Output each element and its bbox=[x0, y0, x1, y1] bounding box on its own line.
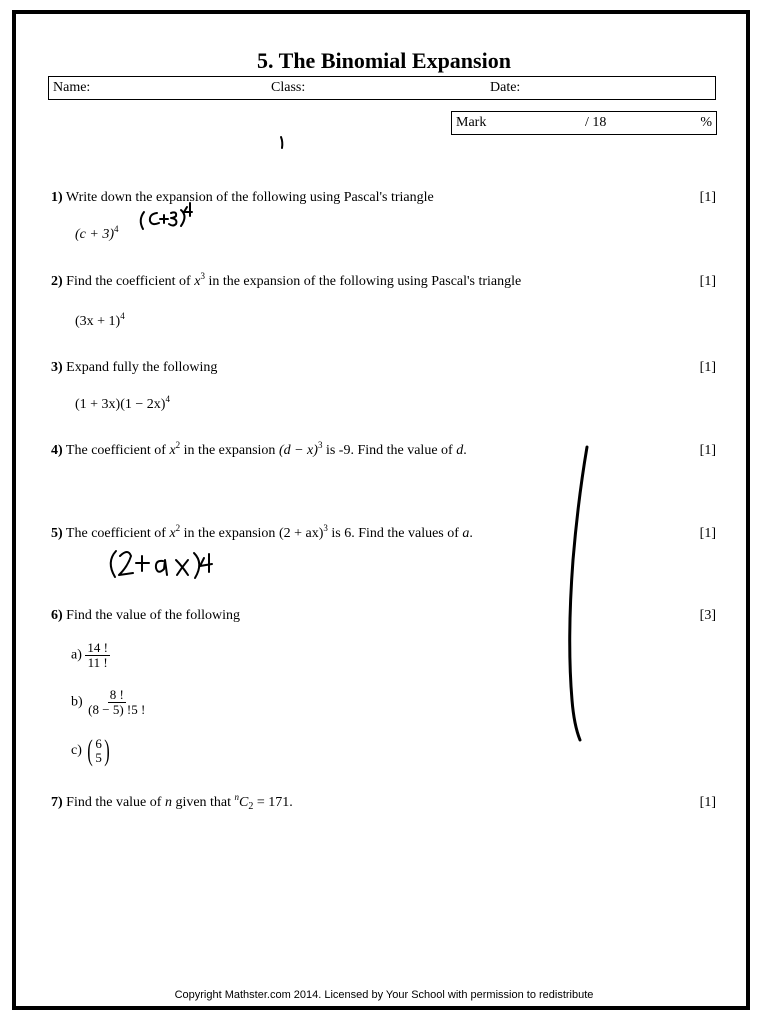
part-label: b) bbox=[71, 694, 83, 710]
binomial-bottom: 5 bbox=[95, 750, 102, 765]
ink-digit-3 bbox=[169, 212, 176, 225]
question-text: is 6. Find the values of bbox=[327, 526, 463, 541]
question-6-marks: [3] bbox=[699, 608, 716, 623]
question-text: Find the coefficient of bbox=[66, 274, 195, 289]
question-number: 3) bbox=[51, 360, 63, 375]
ink-letter-a bbox=[156, 560, 167, 575]
right-paren: ) bbox=[104, 734, 110, 767]
expression-base: (3x + 1) bbox=[75, 314, 121, 329]
stray-mark bbox=[281, 137, 282, 148]
ink-digit-4 bbox=[200, 554, 212, 572]
question-text: . bbox=[463, 443, 467, 458]
question-text: is -9. Find the value of bbox=[322, 443, 457, 458]
ink-letter-x bbox=[176, 560, 188, 575]
variable: x bbox=[169, 526, 176, 541]
expression-base: (2 + ax) bbox=[278, 526, 324, 541]
mark-label: Mark bbox=[456, 115, 487, 130]
question-number: 4) bbox=[51, 443, 63, 458]
combination-n: n bbox=[234, 792, 240, 802]
question-1-marks: [1] bbox=[699, 190, 716, 205]
ink-paren-right bbox=[194, 553, 199, 578]
expression-base: (1 + 3x)(1 − 2x) bbox=[75, 397, 166, 412]
variable-exponent: 3 bbox=[200, 271, 205, 281]
ink-digit-2 bbox=[119, 552, 133, 575]
class-label: Class: bbox=[271, 80, 306, 95]
question-text: in the expansion bbox=[180, 443, 279, 458]
name-label: Name: bbox=[53, 80, 91, 95]
fraction-denominator: 11 ! bbox=[87, 655, 108, 670]
question-text: Write down the expansion of the following using Pascal's triangle bbox=[65, 190, 434, 205]
binomial-top: 6 bbox=[95, 736, 102, 751]
copyright-footer: Copyright Mathster.com 2014. Licensed by Your School with permission to redistribute bbox=[174, 989, 594, 1001]
question-text: Find the value of bbox=[66, 795, 165, 810]
ink-letter-c bbox=[150, 213, 159, 224]
fraction-denominator: (8 − 5) !5 ! bbox=[88, 702, 146, 717]
expression-exponent: 3 bbox=[323, 523, 328, 533]
left-paren: ( bbox=[87, 734, 94, 767]
expression-base: (d − x) bbox=[278, 443, 318, 458]
question-text: given that bbox=[171, 795, 235, 810]
target-variable: d bbox=[456, 443, 464, 458]
question-number: 5) bbox=[51, 526, 63, 541]
ink-plus bbox=[136, 556, 149, 571]
question-4-marks: [1] bbox=[699, 443, 716, 458]
variable: x bbox=[194, 274, 201, 289]
ink-paren-left bbox=[111, 551, 116, 577]
expression-exponent: 4 bbox=[114, 224, 119, 234]
question-text: The coefficient of bbox=[65, 443, 170, 458]
question-5-marks: [1] bbox=[699, 526, 716, 541]
variable: n bbox=[164, 795, 172, 810]
ink-long-stroke bbox=[570, 447, 587, 740]
question-text: in the expansion of the following using Pascal's triangle bbox=[204, 274, 522, 289]
variable: x bbox=[169, 443, 176, 458]
date-label: Date: bbox=[490, 80, 521, 95]
question-text: Find the value of the following bbox=[66, 608, 240, 623]
expression-exponent: 4 bbox=[165, 394, 170, 404]
part-label: c) bbox=[71, 743, 82, 759]
question-text: The coefficient of bbox=[65, 526, 170, 541]
ink-digit-4 bbox=[184, 203, 192, 216]
variable-exponent: 2 bbox=[175, 523, 181, 533]
question-2-marks: [1] bbox=[699, 274, 716, 289]
fraction-numerator: 14 ! bbox=[87, 640, 108, 655]
question-number: 1) bbox=[51, 190, 63, 205]
ink-plus bbox=[160, 215, 168, 223]
variable-exponent: 2 bbox=[175, 440, 181, 450]
fraction-numerator: 8 ! bbox=[109, 687, 124, 702]
question-7-marks: [1] bbox=[699, 795, 716, 810]
target-variable: a bbox=[462, 526, 470, 541]
question-number: 6) bbox=[51, 608, 63, 623]
question-text: = 171. bbox=[253, 795, 293, 810]
expression-exponent: 3 bbox=[317, 440, 323, 450]
question-text: Expand fully the following bbox=[66, 360, 218, 375]
question-3-marks: [1] bbox=[699, 360, 716, 375]
page-title: 5. The Binomial Expansion bbox=[257, 48, 511, 73]
combination-symbol: C bbox=[239, 795, 249, 810]
question-text: . bbox=[469, 526, 473, 541]
expression-exponent: 4 bbox=[120, 311, 125, 321]
ink-paren-left bbox=[141, 212, 144, 229]
part-label: a) bbox=[71, 647, 82, 663]
combination-r: 2 bbox=[248, 801, 254, 812]
expression-base: (c + 3) bbox=[75, 227, 114, 242]
question-number: 2) bbox=[51, 274, 63, 289]
question-text: in the expansion bbox=[180, 526, 279, 541]
percent-label: % bbox=[700, 115, 712, 130]
question-number: 7) bbox=[51, 795, 63, 810]
mark-total: / 18 bbox=[585, 115, 607, 130]
